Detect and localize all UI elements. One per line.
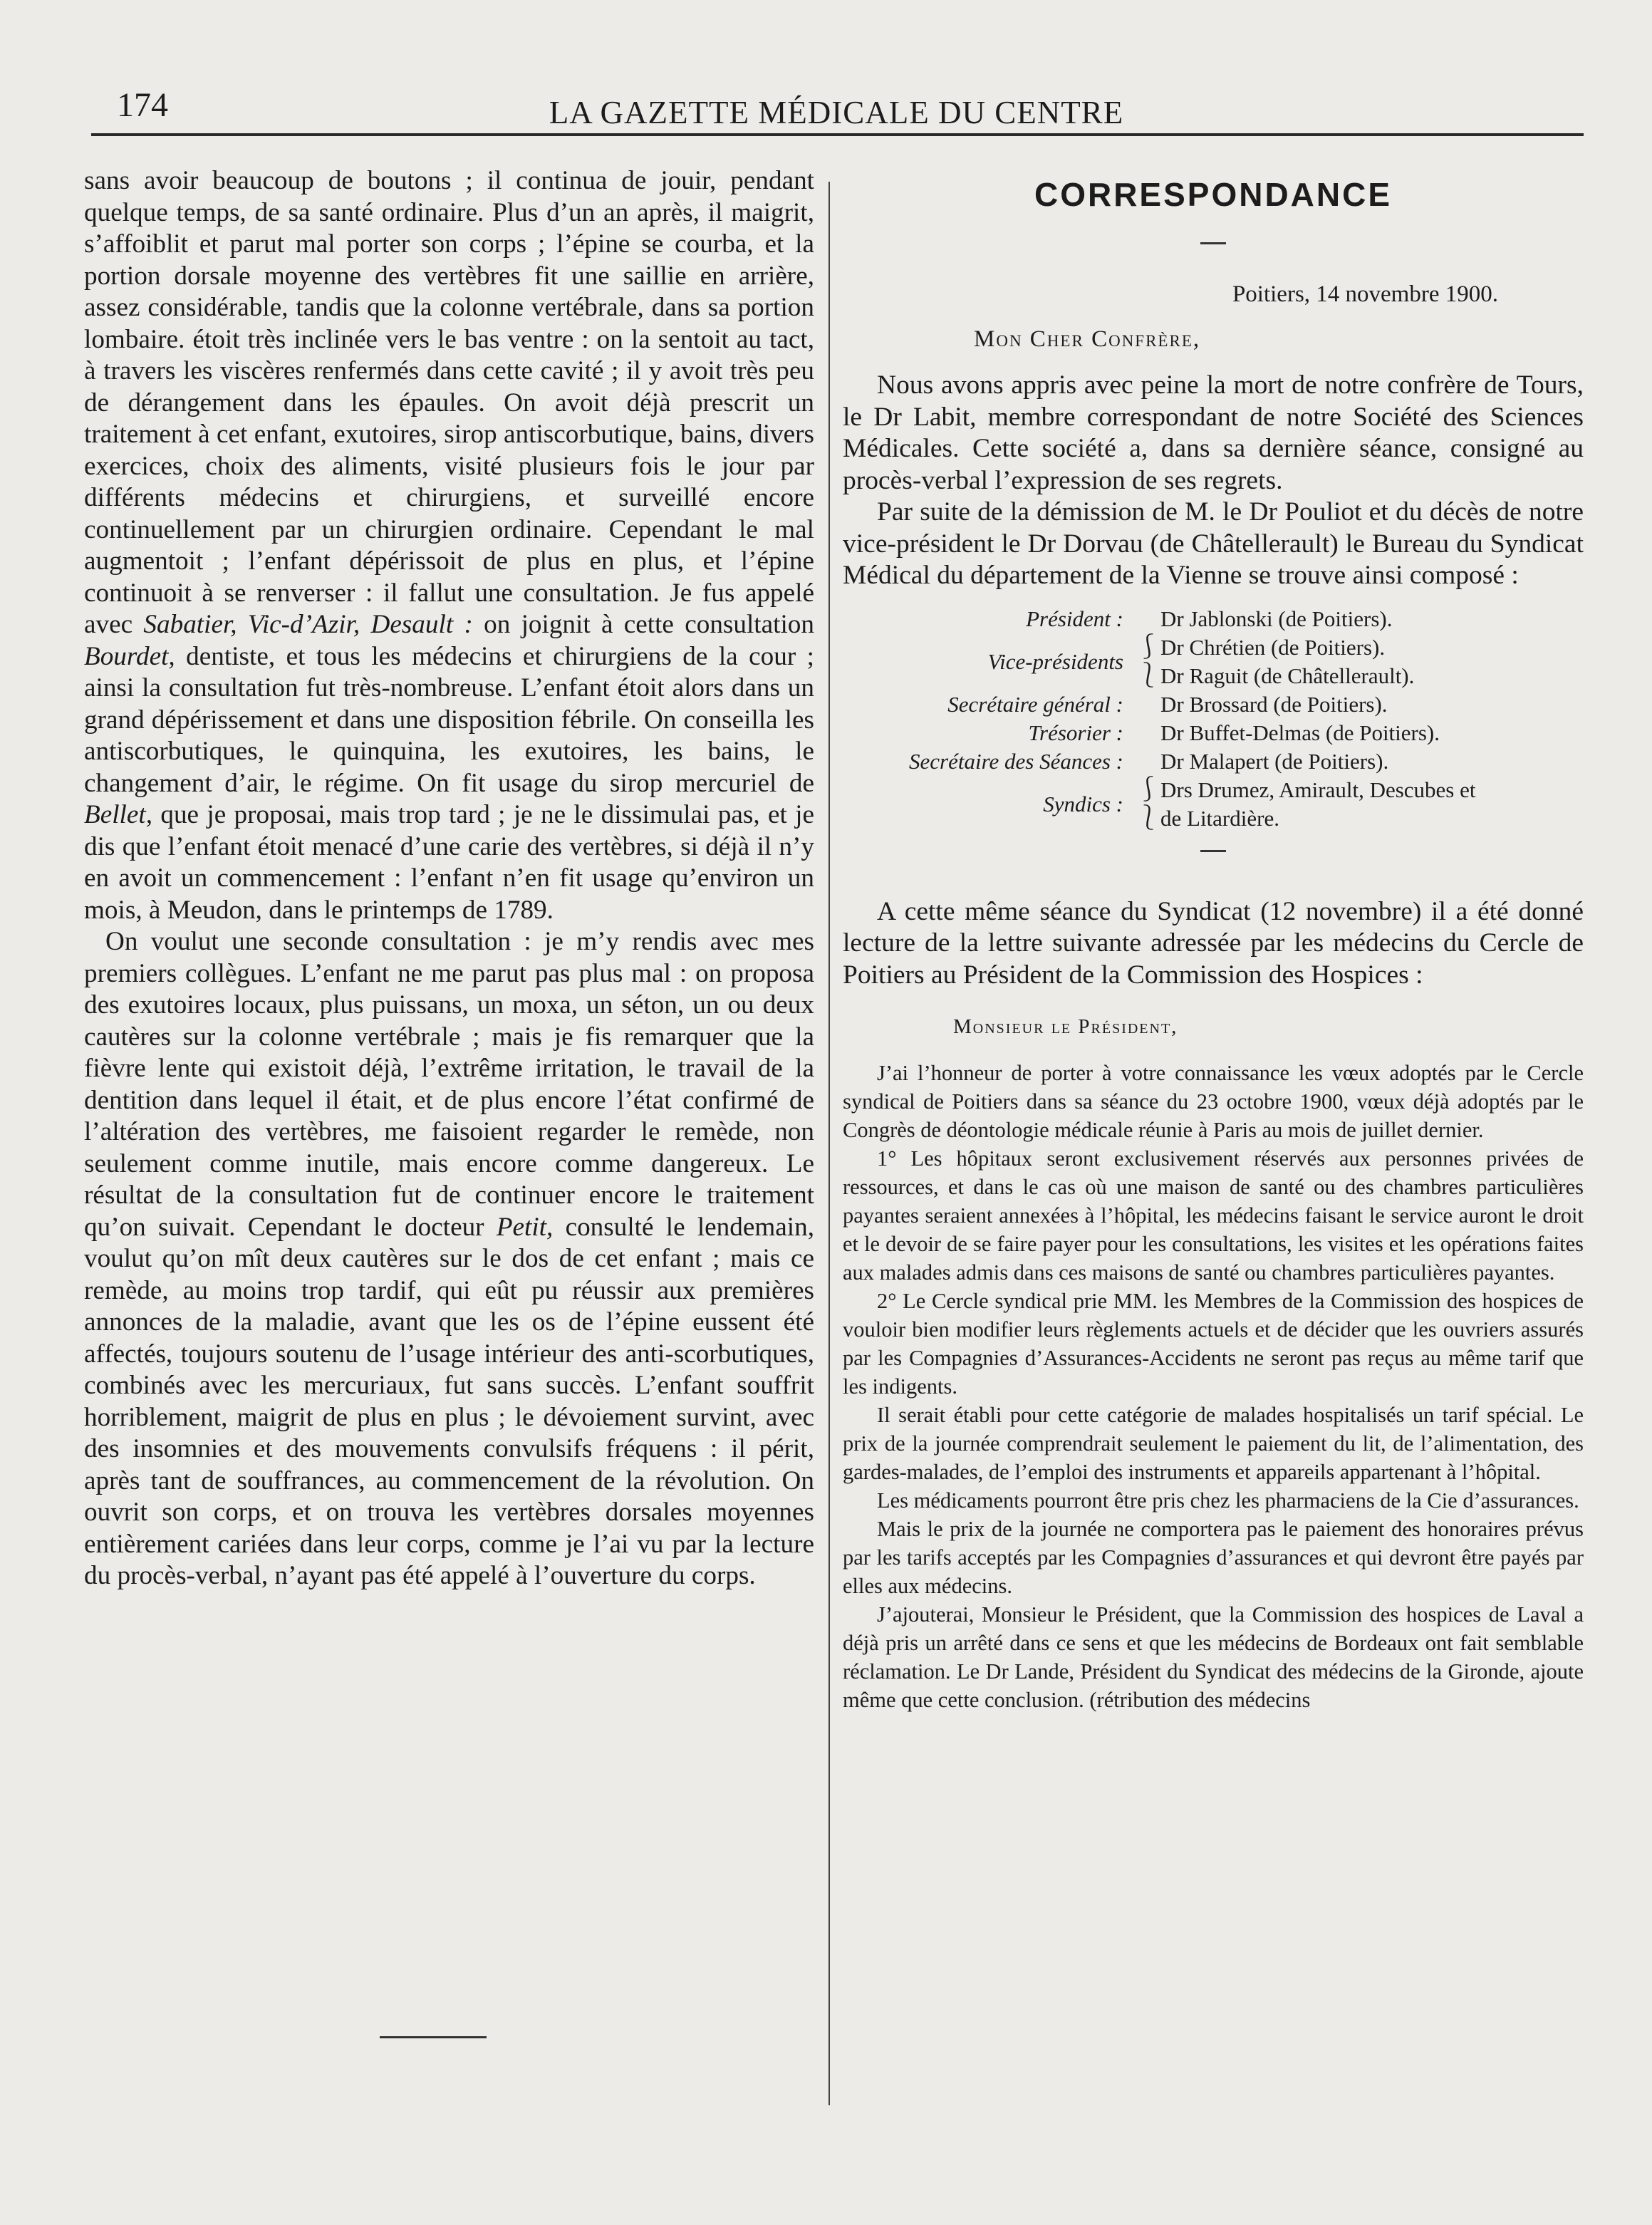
brace-mark bbox=[1136, 719, 1160, 747]
left-column bbox=[84, 165, 814, 1592]
italic-name: Bourdet, bbox=[84, 641, 175, 671]
section-heading: CORRESPONDANCE bbox=[1034, 176, 1393, 213]
letter-paragraph: Mais le prix de la journée ne comportera pas le paiement des honoraires prévus par les tarifs acceptés par les Compagnies d’assurances et qui devront être payés par elles aux médecins. bbox=[843, 1517, 1584, 1598]
bureau-row bbox=[848, 605, 1582, 633]
letter-paragraph: J’ai l’honneur de porter à votre connaissance les vœux adoptés par le Cercle syndical de Poitiers dans sa séance du 23 octobre 1900, vœux déjà adoptés par le Congrès de déontologie médicale réunie à Paris au mois de juillet dernier. bbox=[843, 1061, 1584, 1142]
text-run: dentiste, et tous les médecins et chirurgiens de la cour ; ainsi la consultation fut très-nombreuse. L’enfant étoit alors dans un grand dépérissement et dans une disposition fébrile. On conseilla les antiscorbutiques, le quinquina, les exutoires, les bains, le changement d’air, le régime. On fit usage du sirop mercuriel de bbox=[84, 641, 814, 798]
paragraph-1: Nous avons appris avec peine la mort de notre confrère de Tours, le Dr Labit, membre correspondant de notre Société des Sciences Médicales. Cette société a, dans sa dernière séance, consigné au procès-verbal l’expression de ses regrets. bbox=[843, 370, 1584, 495]
bureau-role: Secrétaire général : bbox=[947, 691, 1123, 717]
bureau-row bbox=[848, 747, 1582, 776]
italic-name: Petit, bbox=[496, 1212, 554, 1242]
right-column bbox=[843, 165, 1584, 1714]
bureau-role: Syndics : bbox=[1043, 791, 1123, 816]
bureau-role: Secrétaire des Séances : bbox=[909, 748, 1123, 774]
journal-title: LA GAZETTE MÉDICALE DU CENTRE bbox=[549, 95, 1124, 130]
brace-mark: ⎱ bbox=[1136, 804, 1160, 831]
text-run: On voulut une seconde consultation : je m’y rendis avec mes premiers collègues. L’enfant ne me parut pas plus mal : on proposa des exutoires locaux, plus puissans, un moxa, un séton, un ou deux cautères sur la colonne vertébrale ; mais je fis remarquer que la fièvre lente qui existoit déjà, l’extrême irritation, le travail de la dentition dans lequel il était, et de plus encore l’état confirmé de l’altération des vertèbres, me faisoient regarder le remède, non seulement comme inutile, mais encore comme dangereux. Le résultat de la consultation fut de continuer encore le traitement qu’on suivait. Cependant le docteur bbox=[84, 927, 814, 1242]
bureau-member: Dr Jablonski (de Poitiers). bbox=[1160, 606, 1393, 631]
italic-names: Sabatier, Vic-d’Azir, Desault : bbox=[143, 610, 473, 639]
text-run: que je proposai, mais trop tard ; je ne le dissimulai pas, et je dis que l’enfant étoit menacé d’une carie des vertèbres, si déjà il n’y en avoit un commencement : l’enfant n’en fit usage qu’environ un mois, à Meudon, dans le printemps de 1789. bbox=[84, 800, 814, 925]
bureau-row bbox=[848, 719, 1582, 747]
salutation: Mon Cher Confrère, bbox=[974, 326, 1201, 352]
paragraph-3: A cette même séance du Syndicat (12 novembre) il a été donné lecture de la lettre suivante adressée par les médecins du Cercle de Poitiers au Président de la Commission des Hospices : bbox=[843, 896, 1584, 990]
header-rule bbox=[91, 133, 1584, 136]
bureau-member: Dr Brossard (de Poitiers). bbox=[1160, 691, 1388, 717]
brace-mark bbox=[1136, 690, 1160, 719]
letter-paragraph: 2° Le Cercle syndical prie MM. les Membres de la Commission des hospices de vouloir bien modifier leurs règlements actuels et de décider que les ouvriers assurés par les Compagnies d’Assurances-Accidents ne seront pas reçus au même tarif que les indigents. bbox=[843, 1289, 1584, 1399]
bureau-member: Dr Chrétien (de Poitiers). bbox=[1160, 634, 1386, 660]
brace-mark bbox=[1136, 605, 1160, 633]
bureau-role: Trésorier : bbox=[1028, 720, 1123, 745]
brace-mark: ⎱ bbox=[1136, 662, 1160, 689]
paragraph-2: Par suite de la démission de M. le Dr Pouliot et du décès de notre vice-président le Dr Dorvau (de Châtellerault) le Bureau du Syndicat Médical du département de la Vienne se trouve ainsi composé : bbox=[843, 497, 1584, 590]
article-end-rule bbox=[380, 2036, 487, 2038]
text-run: on joignit à cette consultation bbox=[472, 610, 814, 639]
letter-paragraph: J’ajouterai, Monsieur le Président, que la Commission des hospices de Laval a déjà pris un arrêté dans ce sens et que les médecins de Bordeaux ont fait semblable réclamation. Le Dr Lande, Président du Syndicat des médecins de la Gironde, ajoute même que cette conclusion. (rétribution des médecins bbox=[843, 1602, 1584, 1712]
bureau-row bbox=[848, 690, 1582, 719]
bureau-member: Dr Buffet-Delmas (de Poitiers). bbox=[1160, 720, 1440, 745]
text-run: sans avoir beaucoup de boutons ; il continua de jouir, pendant quelque temps, de sa santé ordinaire. Plus d’un an après, il maigrit, s’affoiblit et parut mal porter son corps ; l’épine se courba, et la portion dorsale moyenne des vertèbres fit une saillie en arrière, assez considérable, tandis que la colonne vertébrale, dans sa portion lombaire. étoit très inclinée vers le bas ventre : on la sentoit au tact, à travers les viscères renfermés dans cette cavité ; il y avoit très peu de dérangement dans les épaules. On avoit déjà prescrit un traitement à cet enfant, exutoires, sirop antiscorbutique, bains, divers exercices, choix des aliments, visité plusieurs fois le jour par différents médecins et chirurgiens, et surveillé encore continuellement par un chirurgien ordinaire. Cependant le mal augmentoit ; l’enfant dépérissoit de plus en plus, et l’épine continuoit à se renverser : il fallut une consultation. Je fus appelé avec bbox=[84, 166, 814, 639]
text-run: consulté le lendemain, voulut qu’on mît deux cautères sur le dos de cet enfant ; mais ce remède, au moins trop tardif, qui eût pu réussir aux premières annonces de la maladie, avant que les os de l’épine eussent été affectés, toujours soutenu de l’usage intérieur des anti-scorbutiques, combinés avec les mercuriaux, fut sans succès. L’enfant souffrit horriblement, maigrit de plus en plus ; le dévoiement survint, avec des insomnies et des mouvements convulsifs fréquens : il périt, après tant de souffrances, au commencement de la révolution. On ouvrit son corps, et on trouva les vertèbres dorsales moyennes entièrement cariées dans leur corps, comme je l’ai vu par la lecture du procès-verbal, n’ayant pas été appelé à l’ouverture du corps. bbox=[84, 1212, 815, 1590]
letter-salutation: Monsieur le Président, bbox=[953, 1015, 1178, 1038]
separator-dash bbox=[1200, 242, 1226, 244]
italic-name: Bellet, bbox=[84, 800, 153, 829]
bureau-role: Président : bbox=[1026, 606, 1123, 631]
column-divider bbox=[828, 182, 830, 2105]
bureau-role: Vice-présidents bbox=[987, 648, 1123, 674]
bureau-member: Dr Raguit (de Châtellerault). bbox=[1160, 663, 1415, 688]
separator-dash bbox=[1200, 850, 1226, 852]
letter-body bbox=[843, 1059, 1584, 1714]
letter-paragraph: 1° Les hôpitaux seront exclusivement réservés aux personnes privées de ressources, et dans le cas où une maison de santé ou des chambres particulières payantes seraient annexées à l’hôpital, les médecins faisant le service auront le droit et le devoir de se faire payer pour les consultations, les visites et les opérations faites aux malades admis dans ces maisons de santé ou chambres particulières payantes. bbox=[843, 1146, 1584, 1285]
bureau-row bbox=[848, 633, 1582, 662]
bureau-row bbox=[848, 776, 1582, 804]
brace-mark: ⎰ bbox=[1136, 776, 1160, 803]
brace-mark: ⎰ bbox=[1136, 633, 1160, 660]
letter-paragraph: Il serait établi pour cette catégorie de malades hospitalisés un tarif spécial. Le prix de la journée comprendrait seulement le paiement du lit, de l’alimentation, des gardes-malades, de l’emploi des instruments et appareils appartenant à l’hôpital. bbox=[843, 1403, 1584, 1484]
page-number: 174 bbox=[117, 86, 168, 124]
left-paragraph-1 bbox=[84, 165, 814, 926]
letter-paragraph: Les médicaments pourront être pris chez les pharmaciens de la Cie d’assurances. bbox=[877, 1488, 1579, 1513]
brace-mark bbox=[1136, 747, 1160, 776]
bureau-member: Dr Malapert (de Poitiers). bbox=[1160, 748, 1389, 774]
dateline: Poitiers, 14 novembre 1900. bbox=[1232, 281, 1498, 307]
page-header bbox=[88, 80, 1584, 137]
bureau-member: de Litardière. bbox=[1160, 805, 1279, 831]
left-paragraph-2 bbox=[84, 926, 814, 1592]
bureau-member: Drs Drumez, Amirault, Descubes et bbox=[1160, 777, 1476, 802]
bureau-table bbox=[848, 605, 1582, 833]
